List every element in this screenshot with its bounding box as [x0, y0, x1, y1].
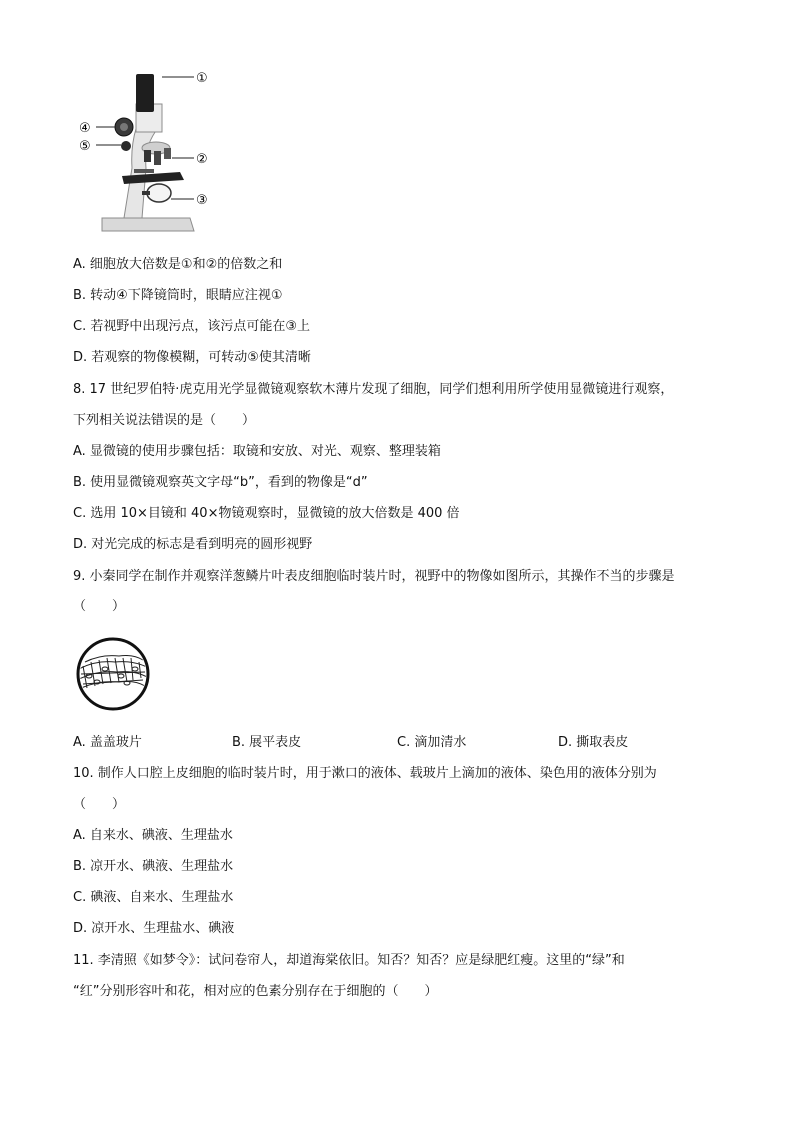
q7-option-d[interactable]: D. 若观察的物像模糊，可转动⑤使其清晰: [73, 350, 311, 365]
q8-option-d[interactable]: D. 对光完成的标志是看到明亮的圆形视野: [73, 537, 313, 552]
q10-option-d[interactable]: D. 凉开水、生理盐水、碘液: [73, 921, 235, 936]
q8-option-c[interactable]: C. 选用 10×目镜和 40×物镜观察时，显微镜的放大倍数是 400 倍: [73, 506, 460, 521]
field-of-view-figure: [75, 636, 151, 712]
q9-option-b[interactable]: B. 展平表皮: [232, 735, 302, 750]
q8-stem-line1: 8. 17 世纪罗伯特·虎克用光学显微镜观察软木薄片发现了细胞，同学们想利用所学使用显微镜进行观察，: [73, 382, 674, 397]
q10-option-b[interactable]: B. 凉开水、碘液、生理盐水: [73, 859, 234, 874]
q9-options-row: [73, 735, 673, 751]
objective-3: [164, 148, 171, 159]
label-1: ①: [196, 71, 208, 86]
q10-stem-line1: 10. 制作人口腔上皮细胞的临时装片时，用于漱口的液体、载玻片上滴加的液体、染色用的液体分别为: [73, 766, 657, 781]
q9-option-d[interactable]: D. 撕取表皮: [558, 735, 629, 750]
q8-option-b[interactable]: B. 使用显微镜观察英文字母“b”，看到的物像是“d”: [73, 475, 368, 490]
q10-option-c[interactable]: C. 碘液、自来水、生理盐水: [73, 890, 234, 905]
objective-1: [144, 150, 151, 162]
microscope-base: [102, 218, 194, 231]
mirror: [147, 184, 171, 202]
fine-knob: [121, 141, 131, 151]
label-4: ④: [79, 121, 91, 136]
q7-option-c[interactable]: C. 若视野中出现污点，该污点可能在③上: [73, 319, 310, 334]
label-5: ⑤: [79, 139, 91, 154]
objective-2: [154, 151, 161, 165]
q8-option-a[interactable]: A. 显微镜的使用步骤包括：取镜和安放、对光、观察、整理装箱: [73, 444, 441, 459]
q9-option-a[interactable]: A. 盖盖玻片: [73, 735, 142, 750]
q7-option-b[interactable]: B. 转动④下降镜筒时，眼睛应注视①: [73, 288, 283, 303]
microscope-figure: [72, 68, 242, 238]
label-3: ③: [196, 193, 208, 208]
q8-stem-line2: 下列相关说法错误的是（ ）: [73, 413, 256, 428]
q10-stem-line2: （ ）: [73, 797, 126, 812]
q9-stem-line2: （ ）: [73, 599, 126, 614]
q9-option-c[interactable]: C. 滴加清水: [397, 735, 467, 750]
q11-stem-line2: “红”分别形容叶和花，相对应的色素分别存在于细胞的（ ）: [73, 984, 438, 999]
q11-stem-line1: 11. 李清照《如梦令》：试问卷帘人，却道海棠依旧。知否？知否？应是绿肥红瘦。这里的“绿”和: [73, 953, 625, 968]
q9-stem-line1: 9. 小秦同学在制作并观察洋葱鳞片叶表皮细胞临时装片时，视野中的物像如图所示，其操作不当的步骤是: [73, 569, 675, 584]
label-2: ②: [196, 152, 208, 167]
q10-option-a[interactable]: A. 自来水、碘液、生理盐水: [73, 828, 233, 843]
eyepiece: [136, 74, 154, 112]
q7-option-a[interactable]: A. 细胞放大倍数是①和②的倍数之和: [73, 257, 283, 272]
